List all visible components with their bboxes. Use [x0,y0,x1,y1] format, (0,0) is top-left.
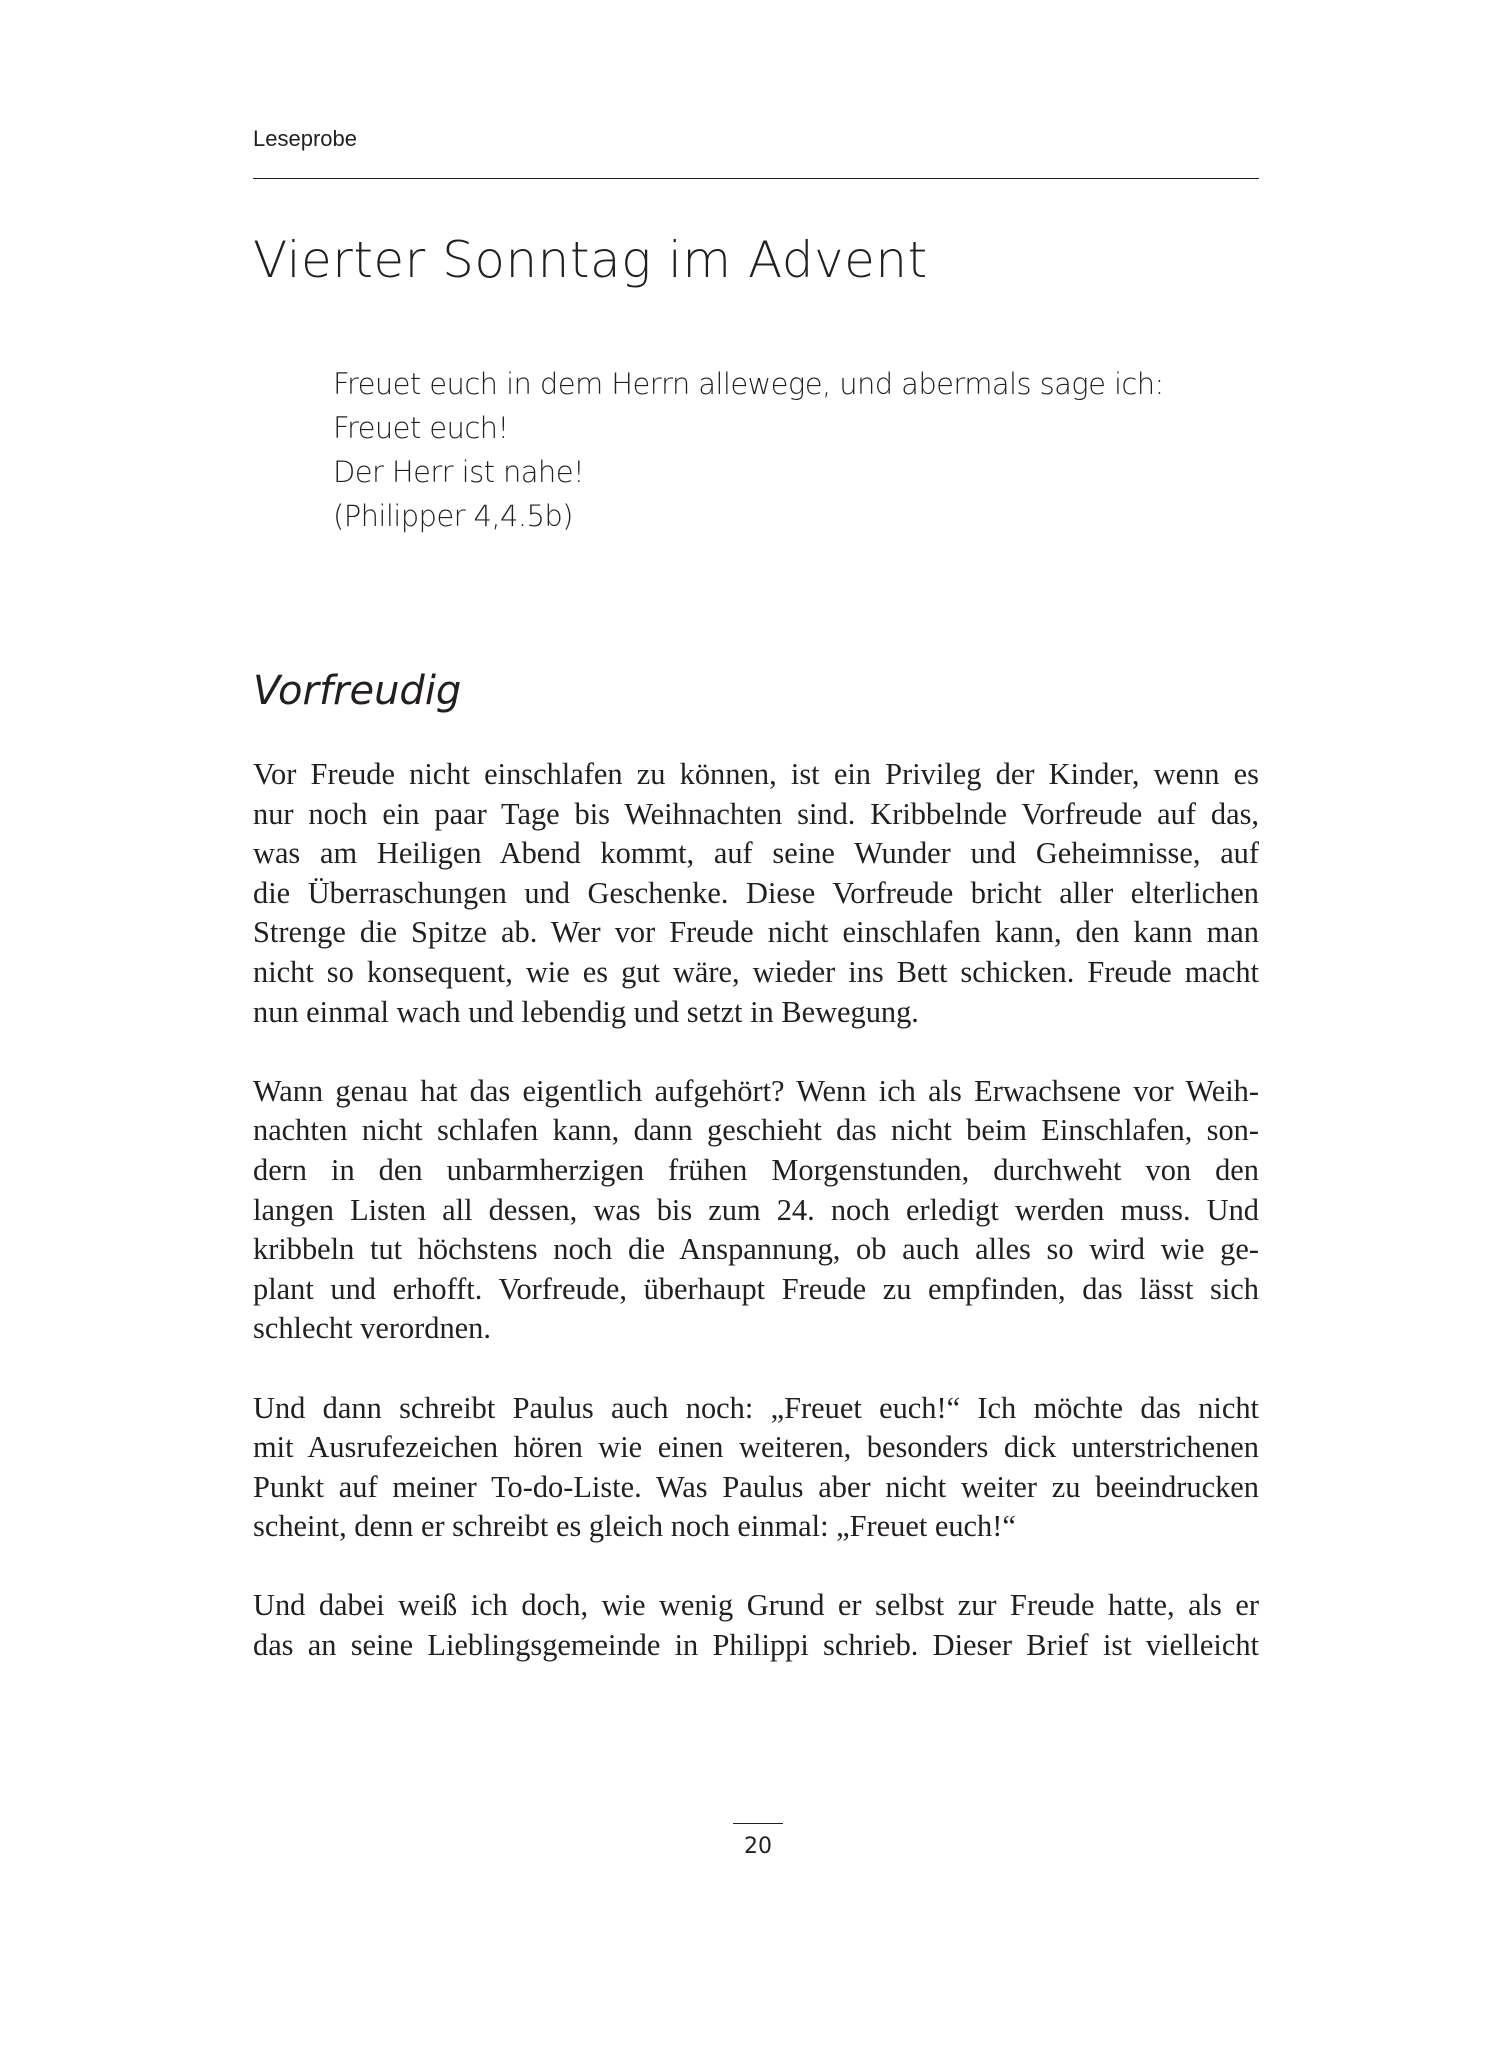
text-line: Und dann schreibt Paulus auch noch: „Freuet euch!“ Ich möchte das nicht [253,1390,1259,1425]
header-divider [253,178,1259,179]
text-line: langen Listen all dessen, was bis zum 24. noch erledigt werden muss. Und [253,1192,1259,1227]
text-line: Wann genau hat das eigentlich aufgehört? Wenn ich als Erwachsene vor Weih- [253,1073,1259,1108]
text-line: nicht so konsequent, wie es gut wäre, wieder ins Bett schicken. Freude macht [253,954,1259,989]
text-line: plant und erhofft. Vorfreude, überhaupt Freude zu empfinden, das lässt sich [253,1271,1259,1306]
epigraph-line: Freuet euch in dem Herrn allewege, und abermals sage ich: [333,367,1164,401]
epigraph-line: Der Herr ist nahe! [333,455,584,489]
page-number-rule [733,1823,783,1824]
text-line: nur noch ein paar Tage bis Weihnachten sind. Kribbelnde Vorfreude auf das, [253,796,1259,831]
body-paragraph [253,1586,1259,1665]
running-header: Leseprobe [253,126,357,151]
text-line: scheint, denn er schreibt es gleich noch einmal: „Freuet euch!“ [253,1509,1016,1544]
text-line: mit Ausrufezeichen hören wie einen weiteren, besonders dick unterstrichenen [253,1430,1259,1465]
body-text [253,755,1259,1705]
text-line: Vor Freude nicht einschlafen zu können, ist ein Privileg der Kinder, wenn es [253,757,1259,791]
text-line: Und dabei weiß ich doch, wie wenig Grund er selbst zur Freude hatte, als er [253,1588,1259,1623]
text-line: nun einmal wach und lebendig und setzt in Bewegung. [253,994,919,1029]
epigraph-citation: (Philipper 4,4.5b) [333,499,573,533]
epigraph-line: Freuet euch! [333,411,509,445]
page-number: 20 [744,1834,772,1859]
text-line: nachten nicht schlafen kann, dann geschieht das nicht beim Einschlafen, son- [253,1113,1259,1148]
body-paragraph [253,1072,1259,1349]
text-line: schlecht verordnen. [253,1311,491,1346]
text-line: Punkt auf meiner To-do-Liste. Was Paulus aber nicht weiter zu beeindrucken [253,1469,1259,1504]
text-line: dern in den unbarmherzigen frühen Morgenstunden, durchweht von den [253,1152,1259,1187]
body-paragraph [253,1389,1259,1547]
chapter-title: Vierter Sonntag im Advent [253,231,928,289]
text-line: die Überraschungen und Geschenke. Diese Vorfreude bricht aller elterlichen [253,875,1259,910]
body-paragraph [253,755,1259,1032]
text-line: Strenge die Spitze ab. Wer vor Freude nicht einschlafen kann, den kann man [253,915,1259,950]
section-title: Vorfreudig [253,668,462,714]
text-line: das an seine Lieblingsgemeinde in Philippi schrieb. Dieser Brief ist vielleicht [253,1628,1259,1663]
text-line: was am Heiligen Abend kommt, auf seine Wunder und Geheimnisse, auf [253,836,1259,871]
text-line: kribbeln tut höchstens noch die Anspannung, ob auch alles so wird wie ge- [253,1232,1259,1267]
epigraph-quote [333,362,1233,538]
